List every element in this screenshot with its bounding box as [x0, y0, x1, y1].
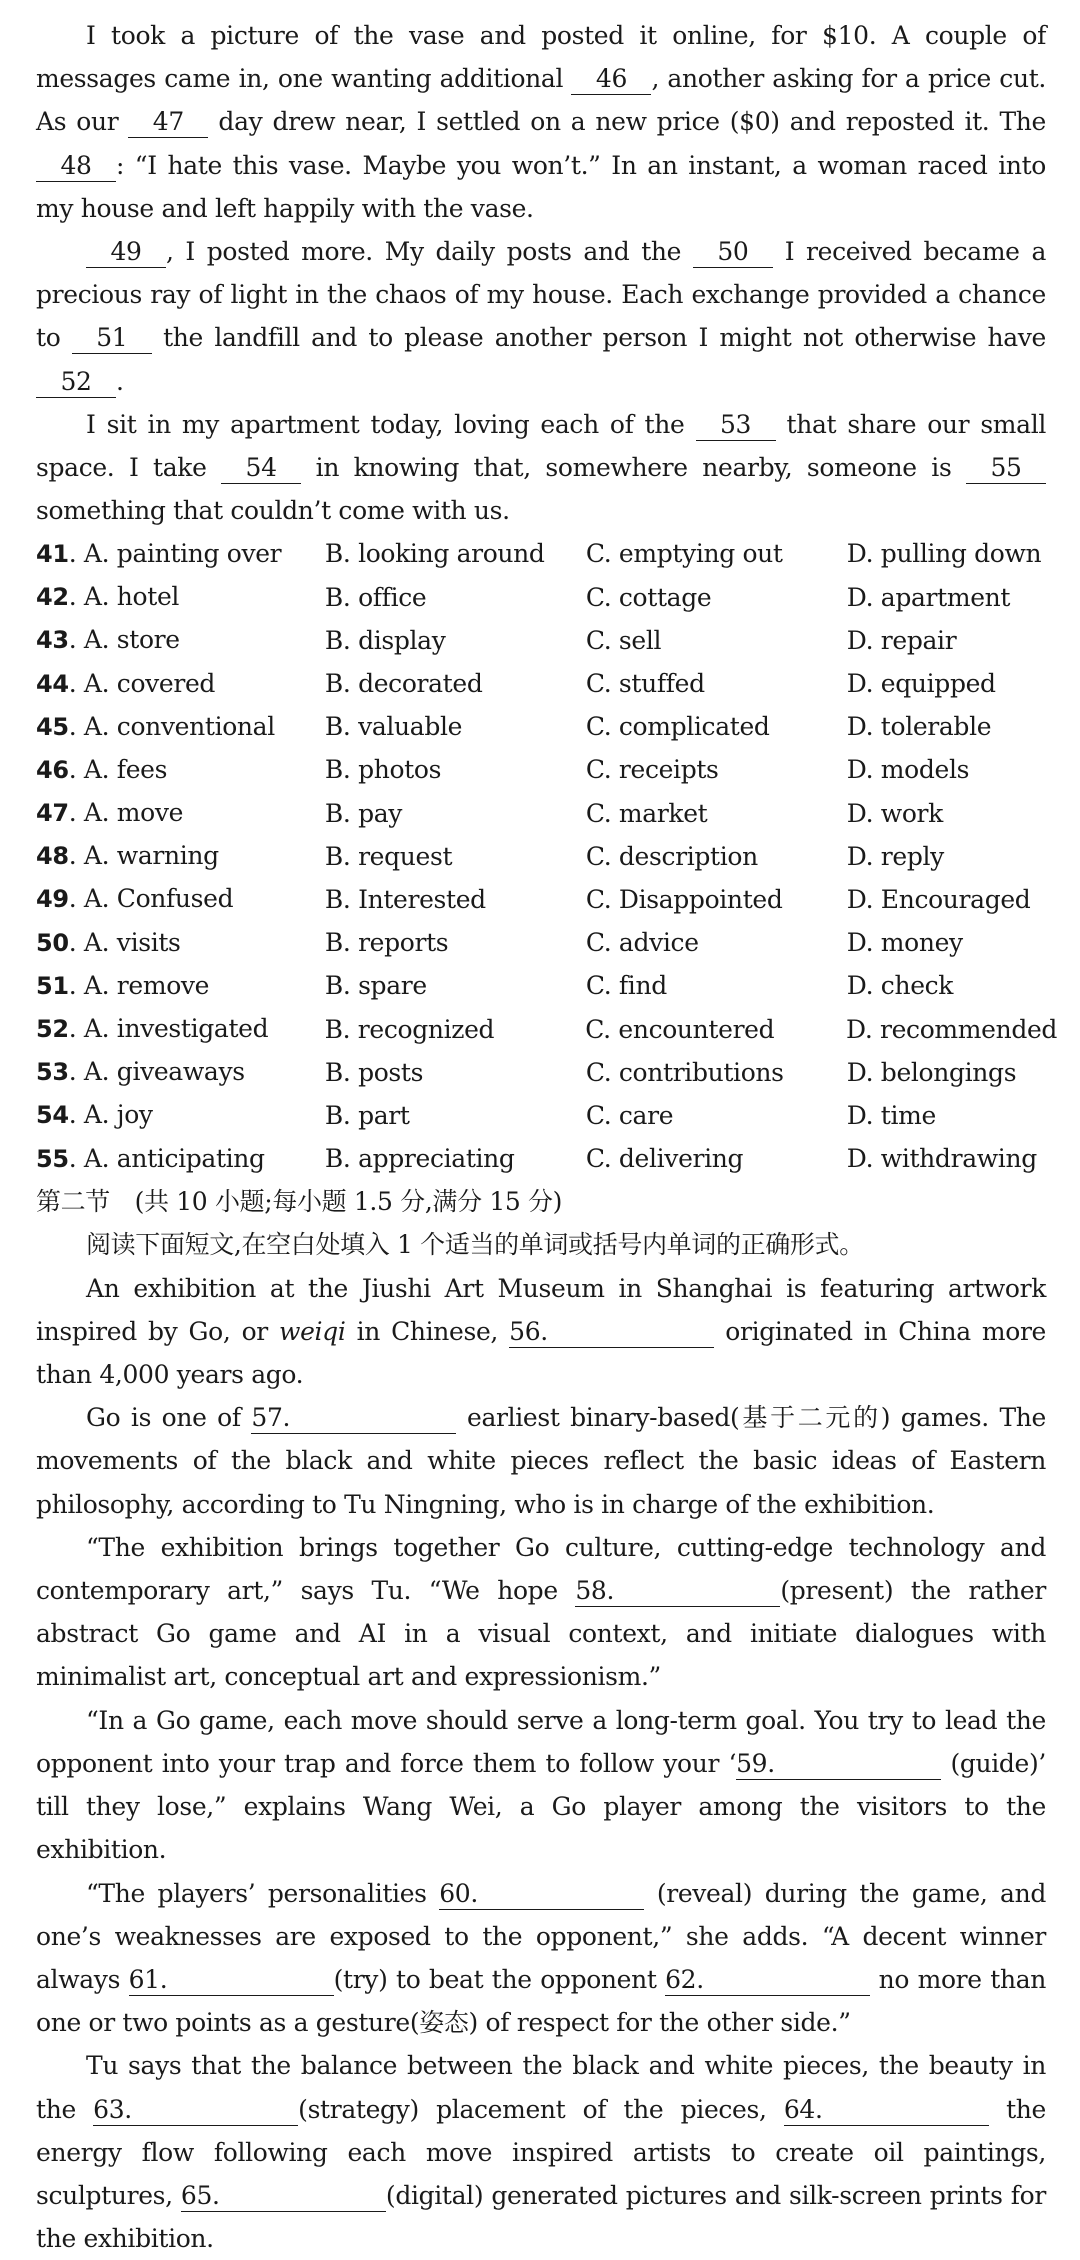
- option-b: B. part: [324, 1100, 410, 1130]
- passage-text: , I posted more. My daily posts and the: [166, 237, 693, 267]
- option-a: . A. painting over: [68, 538, 282, 568]
- cloze-paragraph: [36, 14, 1046, 230]
- option-d: D. apartment: [846, 582, 1011, 612]
- grammar-paragraph: [36, 2044, 1046, 2260]
- cloze-paragraph: [36, 403, 1046, 533]
- answer-blank: 49: [86, 237, 166, 268]
- passage-text: that share our small space. I take: [36, 409, 1046, 483]
- option-d: D. pulling down: [846, 539, 1042, 569]
- answer-blank: 50: [693, 237, 773, 268]
- option-c: C. receipts: [585, 755, 719, 785]
- answer-blank: 52: [36, 367, 116, 398]
- option-b: B. photos: [324, 755, 442, 785]
- option-b: B. request: [324, 841, 453, 871]
- option-b: B. pay: [324, 798, 403, 828]
- option-a-cell: [36, 1137, 325, 1181]
- passage-text: day drew near, I settled on a new price ($0) and reposted it. The: [208, 107, 1046, 137]
- option-row: [36, 705, 1046, 748]
- option-d: D. models: [846, 755, 970, 785]
- option-row: [36, 619, 1046, 662]
- fill-blank[interactable]: 59.: [736, 1749, 941, 1780]
- option-c: C. sell: [585, 625, 662, 655]
- option-a-cell: [36, 1050, 325, 1094]
- fill-blank[interactable]: 64.: [784, 2095, 989, 2126]
- option-c: C. stuffed: [585, 669, 705, 698]
- option-row: [36, 748, 1046, 791]
- fill-blank[interactable]: 60.: [439, 1879, 644, 1910]
- option-row: [36, 576, 1046, 619]
- fill-blank[interactable]: 58.: [575, 1576, 780, 1607]
- option-a-cell: [36, 877, 325, 921]
- grammar-paragraph: [36, 1396, 1046, 1526]
- passage-text: (reveal) during the game, and one’s weaknesses are exposed to the opponent,” she adds. “A decent winner always: [36, 1878, 1046, 1994]
- option-row: [36, 1094, 1046, 1137]
- option-d: D. equipped: [846, 669, 996, 698]
- option-d: D. work: [846, 798, 943, 828]
- option-b: B. reports: [324, 928, 449, 958]
- option-c: C. description: [585, 841, 758, 871]
- option-d: D. recommended: [846, 1014, 1058, 1044]
- option-a: . A. anticipating: [68, 1143, 265, 1173]
- option-a-cell: [36, 964, 325, 1008]
- option-b: B. decorated: [324, 669, 483, 698]
- option-c: C. delivering: [585, 1144, 744, 1174]
- passage-text: originated in China more than 4,000 years ago.: [36, 1316, 1046, 1390]
- option-a-cell: [36, 532, 325, 576]
- passage-text: Tu says that the balance between the black and white pieces, the beauty in the: [36, 2051, 1046, 2124]
- option-a: . A. remove: [68, 970, 210, 1000]
- option-d: D. Encouraged: [846, 884, 1031, 914]
- passage-text: no more than one or two points as a gesture(姿态) of respect for the other side.”: [36, 1964, 1047, 2038]
- option-c: C. cottage: [585, 582, 712, 612]
- option-a: . A. warning: [68, 841, 219, 871]
- grammar-paragraph: [36, 1267, 1046, 1397]
- passage-text: “In a Go game, each move should serve a long-term goal. You try to lead the opponent into your trap and force them to follow your ‘: [36, 1705, 1046, 1778]
- option-d: D. reply: [846, 841, 944, 871]
- passage-text: I sit in my apartment today, loving each of the: [86, 409, 696, 439]
- option-a-cell: [36, 1007, 325, 1051]
- answer-blank: 48: [36, 151, 116, 182]
- option-row: [36, 835, 1046, 878]
- passage-text: .: [116, 366, 124, 396]
- passage-text: (digital) generated pictures and silk-screen prints for the exhibition.: [36, 2180, 1046, 2254]
- grammar-paragraph: [36, 1872, 1046, 2045]
- option-a: . A. fees: [68, 754, 168, 784]
- option-a: . A. covered: [68, 668, 216, 698]
- passage-text: I took a picture of the vase and posted it online, for $10. A couple of messages came in, one wanting additional: [36, 21, 1046, 94]
- option-a-cell: [36, 662, 325, 706]
- question-number: 52: [36, 1015, 69, 1043]
- grammar-paragraph: [36, 1526, 1046, 1699]
- option-b: B. Interested: [324, 884, 486, 914]
- option-d: D. check: [846, 971, 954, 1001]
- option-row: [36, 921, 1046, 964]
- passage-text: in knowing that, somewhere nearby, someone is: [301, 453, 966, 483]
- passage-text: (strategy) placement of the pieces,: [298, 2094, 784, 2124]
- option-row: [36, 1137, 1046, 1180]
- exam-page: [36, 14, 1058, 2260]
- option-d: D. repair: [846, 625, 957, 655]
- passage-text: (present) the rather abstract Go game and AI in a visual context, and initiate dialogues with minimalist art, conceptual art and expressionism.”: [36, 1576, 1046, 1692]
- grammar-fill-passage: [36, 1267, 1046, 2260]
- option-b: B. display: [324, 625, 446, 655]
- question-number: 51: [36, 971, 69, 1000]
- section-instruction: 阅读下面短文,在空白处填入 1 个适当的单词或括号内单词的正确形式。: [86, 1230, 864, 1260]
- option-b: B. recognized: [324, 1014, 495, 1044]
- question-number: 50: [36, 928, 69, 957]
- option-d: D. time: [846, 1100, 936, 1130]
- passage-text: : “I hate this vase. Maybe you won’t.” In an instant, a woman raced into my house and left happily with the vase.: [36, 150, 1046, 223]
- option-a: . A. hotel: [68, 582, 180, 612]
- answer-blank: 46: [571, 64, 651, 95]
- option-a-cell: [36, 748, 325, 792]
- option-c: C. care: [585, 1100, 674, 1130]
- question-number: 43: [36, 626, 69, 655]
- answer-blank: 53: [696, 410, 776, 441]
- fill-blank[interactable]: 62.: [665, 1965, 870, 1996]
- passage-text: earliest binary-based(基于二元的) games. The movements of the black and white pieces reflect the basic ideas of Eastern philosophy, according to Tu Ningning, who is in charge of the exhibition.: [36, 1403, 1046, 1519]
- question-number: 42: [36, 583, 69, 612]
- option-c: C. encountered: [585, 1014, 775, 1044]
- passage-text: , another asking for a price cut. As our: [36, 64, 1046, 137]
- option-c: C. contributions: [585, 1057, 784, 1087]
- question-number: 45: [36, 712, 69, 741]
- option-a: . A. store: [68, 625, 180, 655]
- passage-text: “The players’ personalities: [86, 1878, 440, 1908]
- passage-text: Go is one of: [86, 1403, 252, 1433]
- option-b: B. spare: [324, 971, 427, 1001]
- fill-blank[interactable]: 63.: [93, 2095, 298, 2126]
- option-a-cell: [36, 575, 325, 619]
- option-b: B. valuable: [324, 712, 463, 742]
- cloze-paragraph: [36, 230, 1046, 403]
- option-row: [36, 878, 1046, 921]
- option-d: D. tolerable: [846, 712, 992, 742]
- option-c: C. find: [585, 971, 667, 1001]
- option-row: [36, 662, 1046, 705]
- grammar-paragraph: [36, 1699, 1046, 1872]
- question-number: 53: [36, 1058, 69, 1087]
- option-b: B. office: [324, 582, 427, 612]
- option-d: D. belongings: [846, 1057, 1017, 1087]
- option-c: C. Disappointed: [585, 884, 783, 914]
- option-a-cell: [36, 618, 325, 662]
- passage-text: the landfill and to please another person I might not otherwise have: [151, 323, 1047, 353]
- question-number: 47: [36, 799, 69, 828]
- option-a: . A. conventional: [68, 711, 275, 741]
- passage-text: An exhibition at the Jiushi Art Museum in Shanghai is featuring artwork inspired by Go, or: [36, 1273, 1046, 1346]
- option-a-cell: [36, 834, 325, 878]
- option-row: [36, 1008, 1058, 1051]
- question-number: 44: [36, 669, 69, 698]
- option-a-cell: [36, 705, 325, 749]
- option-row: [36, 1051, 1046, 1094]
- question-number: 48: [36, 842, 69, 871]
- answer-blank: 54: [221, 453, 301, 484]
- answer-blank: 47: [128, 107, 208, 138]
- answer-blank: 55: [966, 453, 1046, 484]
- answer-blank: 51: [72, 323, 152, 354]
- option-d: D. money: [846, 928, 963, 958]
- option-c: C. emptying out: [585, 539, 783, 569]
- option-a: . A. investigated: [68, 1014, 269, 1043]
- cloze-passage: [36, 14, 1046, 532]
- question-number: 41: [36, 539, 69, 568]
- fill-blank[interactable]: 56.: [509, 1317, 714, 1348]
- option-row: [36, 792, 1046, 835]
- passage-text: the energy flow following each move inspired artists to create oil paintings, sculptures,: [36, 2094, 1046, 2210]
- passage-text: “The exhibition brings together Go culture, cutting-edge technology and contemporary art,” says Tu. “We hope: [36, 1532, 1046, 1606]
- option-a: . A. joy: [68, 1100, 153, 1130]
- passage-text: (guide)’ till they lose,” explains Wang Wei, a Go player among the visitors to the exhibition.: [36, 1748, 1046, 1865]
- option-a: . A. giveaways: [68, 1057, 245, 1087]
- fill-blank[interactable]: 65.: [181, 2181, 386, 2212]
- fill-blank[interactable]: 57.: [251, 1403, 456, 1434]
- question-number: 46: [36, 755, 69, 784]
- fill-blank[interactable]: 61.: [129, 1965, 334, 1996]
- option-a-cell: [36, 1093, 325, 1137]
- option-row: [36, 532, 1046, 575]
- passage-text: I received became a precious ray of light in the chaos of my house. Each exchange provided a chance to: [36, 237, 1046, 353]
- option-b: B. appreciating: [324, 1144, 515, 1174]
- section-heading: 第二节 (共 10 小题;每小题 1.5 分,满分 15 分): [36, 1187, 563, 1217]
- option-a-cell: [36, 791, 325, 835]
- option-c: C. advice: [585, 928, 699, 958]
- option-c: C. market: [585, 798, 708, 828]
- option-a: . A. move: [68, 798, 184, 828]
- question-number: 54: [36, 1101, 69, 1130]
- passage-text: (try) to beat the opponent: [333, 1964, 666, 1994]
- option-row: [36, 964, 1046, 1007]
- option-a: . A. Confused: [68, 884, 234, 914]
- cloze-options: [36, 532, 1058, 1180]
- option-c: C. complicated: [585, 712, 770, 742]
- passage-text: something that couldn’t come with us.: [36, 496, 510, 526]
- option-d: D. withdrawing: [846, 1144, 1037, 1174]
- question-number: 49: [36, 885, 69, 914]
- italic-term: weiqi: [279, 1316, 346, 1346]
- passage-text: in Chinese,: [345, 1316, 510, 1346]
- option-a-cell: [36, 921, 325, 965]
- option-b: B. looking around: [324, 539, 545, 569]
- question-number: 55: [36, 1144, 69, 1173]
- option-a: . A. visits: [68, 927, 181, 957]
- option-b: B. posts: [324, 1057, 424, 1087]
